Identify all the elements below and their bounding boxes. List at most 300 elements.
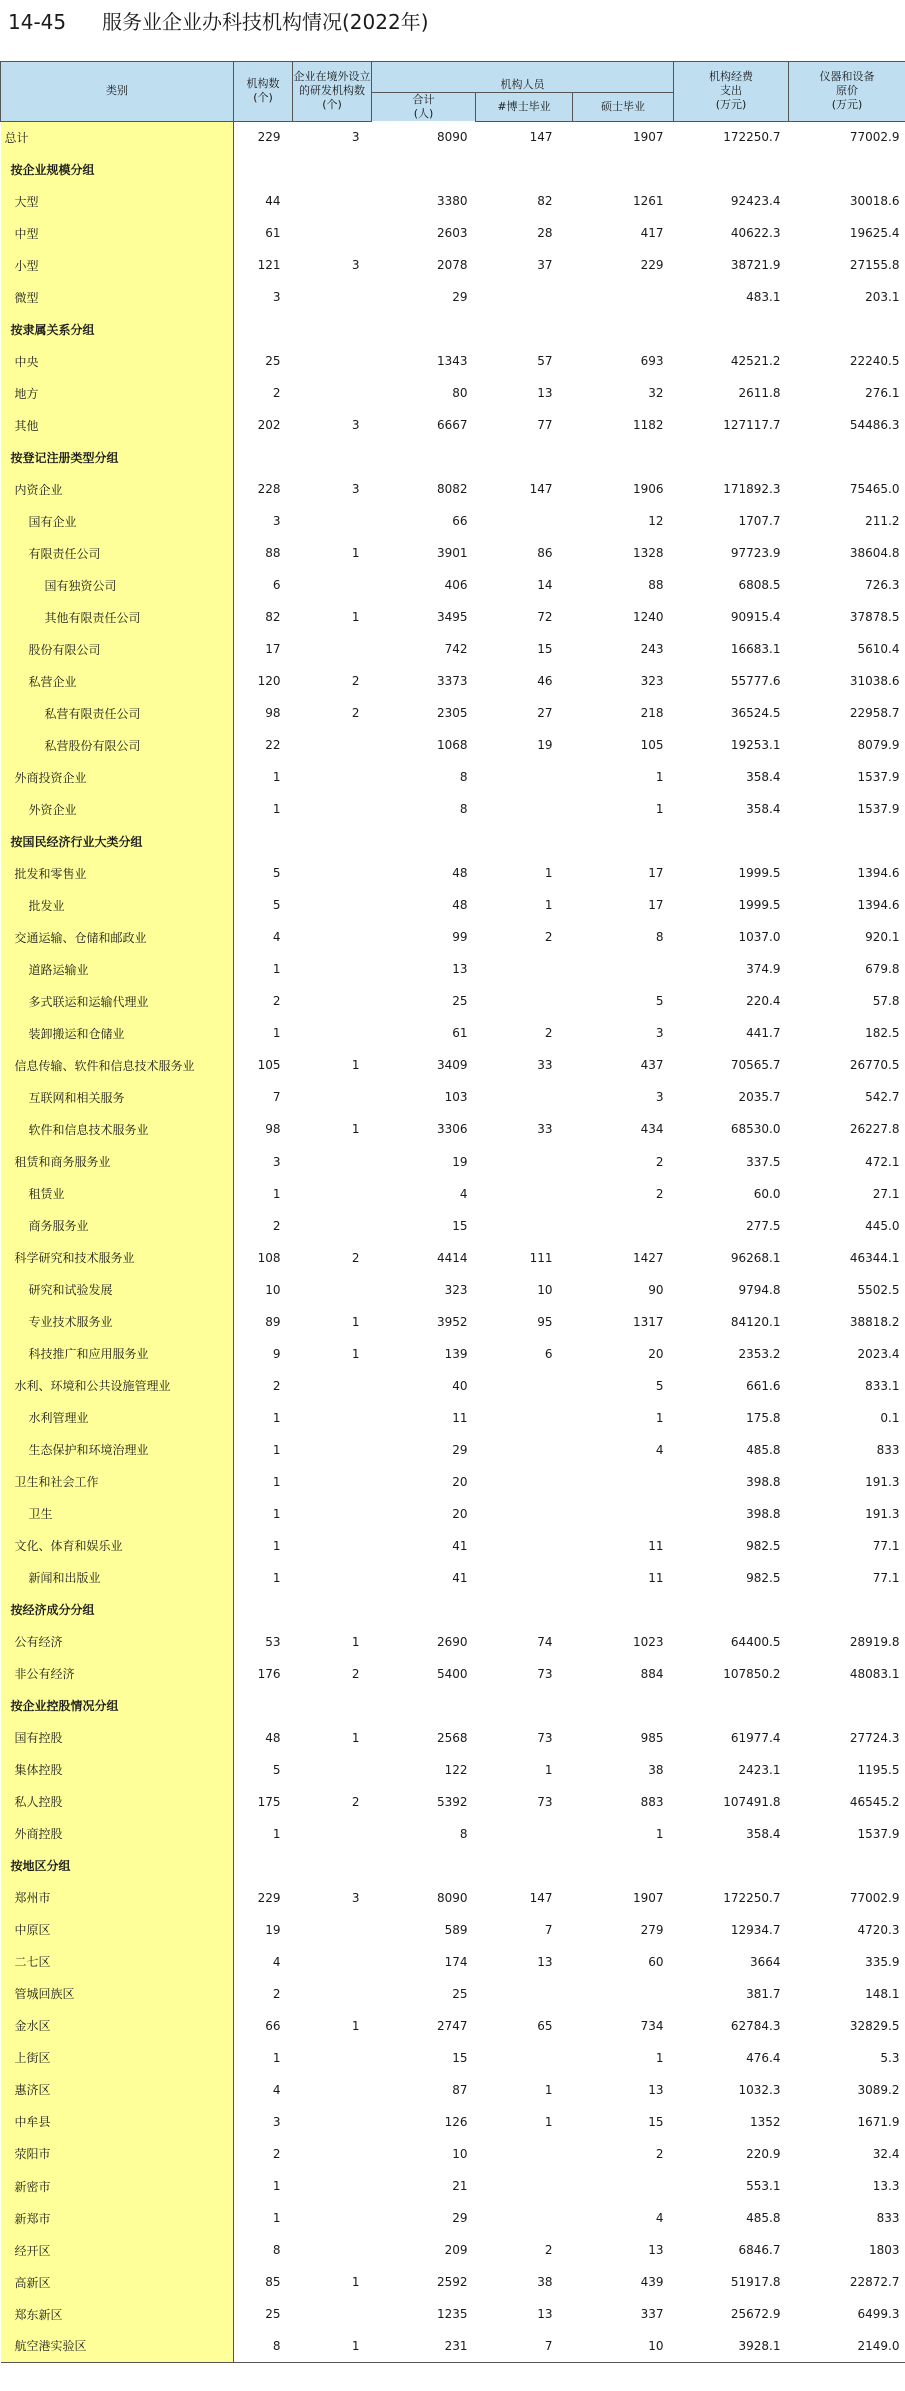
table-row xyxy=(1,281,905,313)
table-row xyxy=(1,1658,905,1690)
row-label xyxy=(1,1754,234,1786)
cell-expense: 68530.0 xyxy=(730,1122,781,1137)
cell-equipment: 920.1 xyxy=(865,930,900,945)
cell-master xyxy=(573,153,674,185)
row-label xyxy=(1,697,234,729)
cell-staff-total: 4 xyxy=(459,1186,468,1201)
cell-master: 693 xyxy=(640,354,664,369)
cell-equipment xyxy=(789,313,905,345)
table-row xyxy=(1,1017,905,1049)
row-label-text: 按地区分组 xyxy=(10,1859,71,1874)
section-heading xyxy=(1,441,234,473)
row-label xyxy=(1,2234,234,2266)
row-label-text: 股份有限公司 xyxy=(28,642,101,657)
cell-equipment xyxy=(789,825,905,857)
cell-staff-total: 40 xyxy=(452,1378,468,1393)
row-label-text: 国有独资公司 xyxy=(44,578,117,593)
cell-overseas-rd xyxy=(293,1690,372,1722)
cell-equipment xyxy=(789,153,905,185)
table-row xyxy=(1,2234,905,2266)
cell-equipment: 191.3 xyxy=(865,1474,900,1489)
cell-institutions: 1 xyxy=(272,802,281,817)
cell-equipment: 472.1 xyxy=(865,1154,900,1169)
cell-institutions: 2 xyxy=(272,1218,281,1233)
row-label xyxy=(1,2138,234,2170)
row-label-text: 按登记注册类型分组 xyxy=(10,450,119,465)
cell-institutions: 88 xyxy=(265,546,281,561)
cell-master: 1907 xyxy=(632,1890,664,1905)
row-label xyxy=(1,1081,234,1113)
cell-overseas-rd: 1 xyxy=(293,2330,372,2362)
cell-phd: 13 xyxy=(537,2307,553,2322)
table-row xyxy=(1,1146,905,1178)
cell-equipment: 77002.9 xyxy=(849,130,900,145)
cell-master: 2 xyxy=(655,1186,664,1201)
table-row xyxy=(1,1530,905,1562)
row-label-text: 私人控股 xyxy=(14,1795,63,1810)
cell-phd: 33 xyxy=(537,1058,553,1073)
row-label xyxy=(1,1210,234,1242)
row-label xyxy=(1,1434,234,1466)
cell-overseas-rd xyxy=(293,1946,372,1978)
row-label-text: 中型 xyxy=(14,226,39,241)
cell-overseas-rd xyxy=(293,1466,372,1498)
cell-phd: 77 xyxy=(537,418,553,433)
row-label-text: 科技推广和应用服务业 xyxy=(28,1347,149,1362)
cell-institutions: 1 xyxy=(272,1570,281,1585)
table-row xyxy=(1,1498,905,1530)
cell-overseas-rd: 3 xyxy=(351,418,360,433)
cell-phd xyxy=(476,1594,573,1626)
cell-staff-total: 8 xyxy=(459,802,468,817)
row-label-text: 中原区 xyxy=(14,1923,51,1938)
cell-staff-total: 231 xyxy=(372,2330,476,2362)
row-label-text: 信息传输、软件和信息技术服务业 xyxy=(14,1058,195,1073)
cell-equipment: 27155.8 xyxy=(849,258,900,273)
cell-institutions: 1 xyxy=(272,2211,281,2226)
cell-overseas-rd xyxy=(293,1402,372,1434)
cell-master: 90 xyxy=(648,1282,664,1297)
table-row xyxy=(1,2106,905,2138)
section-row xyxy=(1,825,905,857)
section-heading xyxy=(1,153,234,185)
cell-equipment: 1195.5 xyxy=(857,1762,900,1777)
cell-equipment: 48083.1 xyxy=(849,1666,900,1681)
cell-institutions: 5 xyxy=(272,898,281,913)
table-row xyxy=(1,249,905,281)
cell-expense: 172250.7 xyxy=(723,130,781,145)
cell-equipment: 1537.9 xyxy=(857,770,900,785)
row-label-text: 租赁业 xyxy=(28,1187,65,1202)
cell-phd xyxy=(476,761,573,793)
cell-staff-total: 3373 xyxy=(436,674,468,689)
cell-expense: 55777.6 xyxy=(730,674,781,689)
row-label-text: 互联网和相关服务 xyxy=(28,1090,125,1105)
row-label-text: 郑州市 xyxy=(14,1891,51,1906)
table-row xyxy=(1,793,905,825)
cell-overseas-rd xyxy=(293,2234,372,2266)
cell-institutions: 1 xyxy=(272,770,281,785)
cell-equipment: 1671.9 xyxy=(857,2114,900,2129)
table-row xyxy=(1,1434,905,1466)
cell-master: 434 xyxy=(640,1122,664,1137)
cell-phd xyxy=(476,1562,573,1594)
cell-master: 2 xyxy=(655,1154,664,1169)
cell-expense xyxy=(674,1594,789,1626)
row-label xyxy=(1,537,234,569)
row-label-text: 按企业规模分组 xyxy=(10,162,95,177)
cell-phd: 15 xyxy=(537,642,553,657)
cell-master: 1 xyxy=(655,802,664,817)
table-row xyxy=(1,2298,905,2330)
cell-phd xyxy=(476,1210,573,1242)
cell-master: 4 xyxy=(655,2211,664,2226)
table-row xyxy=(1,1178,905,1210)
row-label xyxy=(1,1626,234,1658)
cell-master: 883 xyxy=(640,1794,664,1809)
cell-overseas-rd xyxy=(293,1434,372,1466)
cell-staff-total: 20 xyxy=(452,1474,468,1489)
cell-master: 1907 xyxy=(632,130,664,145)
cell-staff-total xyxy=(372,1850,476,1882)
row-label-text: 惠济区 xyxy=(14,2083,51,2098)
cell-expense: 220.4 xyxy=(746,994,781,1009)
cell-staff-total: 8082 xyxy=(436,482,468,497)
row-label xyxy=(1,1882,234,1914)
cell-master xyxy=(573,825,674,857)
cell-institutions: 2 xyxy=(272,2146,281,2161)
row-label xyxy=(1,1498,234,1530)
row-label-text: 外商控股 xyxy=(14,1827,63,1842)
cell-expense: 70565.7 xyxy=(730,1058,781,1073)
cell-phd: 13 xyxy=(537,1954,553,1969)
row-label xyxy=(1,761,234,793)
cell-master: 417 xyxy=(640,226,664,241)
row-label xyxy=(1,1113,234,1145)
cell-master: 1 xyxy=(655,770,664,785)
row-label-text: 高新区 xyxy=(14,2275,51,2290)
table-row xyxy=(1,2010,905,2042)
cell-master xyxy=(573,441,674,473)
cell-expense: 51917.8 xyxy=(730,2275,781,2290)
cell-master: 17 xyxy=(648,898,664,913)
cell-expense: 61977.4 xyxy=(730,1730,781,1745)
cell-overseas-rd xyxy=(293,1146,372,1178)
section-heading xyxy=(1,825,234,857)
cell-equipment: 38604.8 xyxy=(849,546,900,561)
cell-overseas-rd xyxy=(293,2138,372,2170)
row-label-text: 卫生和社会工作 xyxy=(14,1475,99,1490)
table-row xyxy=(1,761,905,793)
cell-overseas-rd xyxy=(293,1081,372,1113)
cell-equipment: 22240.5 xyxy=(849,354,900,369)
cell-expense: 25672.9 xyxy=(730,2307,781,2322)
section-row xyxy=(1,153,905,185)
cell-expense: 12934.7 xyxy=(730,1922,781,1937)
cell-institutions: 3 xyxy=(272,514,281,529)
row-label-text: 水利、环境和公共设施管理业 xyxy=(14,1379,171,1394)
table-row xyxy=(1,1818,905,1850)
cell-phd: 1 xyxy=(544,866,553,881)
cell-overseas-rd xyxy=(293,2298,372,2330)
cell-master xyxy=(573,2170,674,2202)
row-label-text: 有限责任公司 xyxy=(28,546,101,561)
cell-institutions: 25 xyxy=(265,354,281,369)
row-label-text: 装卸搬运和仓储业 xyxy=(28,1026,125,1041)
table-row xyxy=(1,601,905,633)
cell-overseas-rd xyxy=(293,793,372,825)
table-row xyxy=(1,665,905,697)
row-label-text: 经开区 xyxy=(14,2243,51,2258)
row-label-text: 其他有限责任公司 xyxy=(44,610,141,625)
cell-expense: 3928.1 xyxy=(674,2330,789,2362)
cell-institutions: 82 xyxy=(265,610,281,625)
cell-expense: 358.4 xyxy=(746,802,781,817)
cell-equipment: 6499.3 xyxy=(857,2307,900,2322)
cell-overseas-rd xyxy=(293,1754,372,1786)
cell-overseas-rd xyxy=(293,633,372,665)
cell-equipment: 32.4 xyxy=(872,2146,900,2161)
table-row xyxy=(1,2138,905,2170)
cell-institutions: 2 xyxy=(272,1378,281,1393)
cell-institutions: 1 xyxy=(272,1506,281,1521)
table-row xyxy=(1,1946,905,1978)
cell-institutions: 98 xyxy=(265,1122,281,1137)
row-label xyxy=(1,1786,234,1818)
row-label xyxy=(1,249,234,281)
cell-institutions: 108 xyxy=(257,1250,281,1265)
header-phd: #博士毕业 xyxy=(476,93,573,122)
cell-staff-total: 48 xyxy=(452,866,468,881)
cell-expense: 97723.9 xyxy=(730,546,781,561)
cell-equipment: 31038.6 xyxy=(849,674,900,689)
section-heading xyxy=(1,313,234,345)
cell-phd: 147 xyxy=(529,482,553,497)
cell-overseas-rd xyxy=(293,2202,372,2234)
section-row xyxy=(1,1594,905,1626)
cell-staff-total: 99 xyxy=(452,930,468,945)
cell-institutions: 228 xyxy=(257,482,281,497)
cell-phd: 46 xyxy=(537,674,553,689)
row-label xyxy=(1,793,234,825)
row-label xyxy=(1,1242,234,1274)
cell-master: 2 xyxy=(655,2146,664,2161)
row-label xyxy=(1,1178,234,1210)
cell-institutions: 6 xyxy=(272,578,281,593)
cell-expense: 62784.3 xyxy=(730,2018,781,2033)
cell-overseas-rd: 2 xyxy=(351,1794,360,1809)
cell-institutions: 1 xyxy=(272,1186,281,1201)
table-title xyxy=(8,6,429,35)
cell-expense: 358.4 xyxy=(746,770,781,785)
row-label-text: 新郑市 xyxy=(14,2211,51,2226)
row-label xyxy=(1,665,234,697)
cell-overseas-rd xyxy=(293,761,372,793)
cell-overseas-rd: 2 xyxy=(351,706,360,721)
row-label xyxy=(1,633,234,665)
cell-equipment: 13.3 xyxy=(872,2179,900,2193)
cell-phd: 2 xyxy=(544,930,553,945)
cell-overseas-rd xyxy=(293,2106,372,2138)
cell-institutions: 8 xyxy=(234,2330,293,2362)
row-label xyxy=(1,2266,234,2298)
cell-master: 5 xyxy=(655,994,664,1009)
cell-phd: 6 xyxy=(544,1346,553,1361)
cell-expense xyxy=(674,153,789,185)
cell-master: 5 xyxy=(655,1378,664,1393)
row-label xyxy=(1,2106,234,2138)
row-label-text: 水利管理业 xyxy=(28,1411,89,1426)
cell-overseas-rd xyxy=(293,185,372,217)
cell-institutions xyxy=(234,825,293,857)
cell-staff-total: 61 xyxy=(452,1026,468,1041)
row-label-text: 郑东新区 xyxy=(14,2307,63,2322)
cell-institutions: 19 xyxy=(265,1922,281,1937)
cell-master: 439 xyxy=(640,2275,664,2290)
row-label-text: 卫生 xyxy=(28,1507,53,1522)
cell-staff-total: 8090 xyxy=(436,1890,468,1905)
row-label xyxy=(1,1274,234,1306)
cell-equipment xyxy=(789,1850,905,1882)
cell-expense: 553.1 xyxy=(746,2179,781,2193)
table-row xyxy=(1,505,905,537)
cell-staff-total: 139 xyxy=(444,1346,468,1361)
table-row xyxy=(1,857,905,889)
table-row xyxy=(1,1722,905,1754)
cell-phd: 7 xyxy=(544,1922,553,1937)
cell-institutions: 3 xyxy=(272,2114,281,2129)
cell-phd: 65 xyxy=(537,2018,553,2033)
cell-institutions: 98 xyxy=(265,706,281,721)
cell-staff-total: 5400 xyxy=(436,1666,468,1681)
cell-staff-total: 2690 xyxy=(436,1634,468,1649)
cell-overseas-rd xyxy=(293,313,372,345)
cell-equipment: 54486.3 xyxy=(849,418,900,433)
cell-staff-total: 8 xyxy=(459,770,468,785)
cell-expense: 1352 xyxy=(749,2114,781,2129)
row-label xyxy=(1,1562,234,1594)
table-body xyxy=(1,121,905,2362)
cell-expense: 485.8 xyxy=(746,1442,781,1457)
cell-staff-total: 122 xyxy=(444,1762,468,1777)
cell-staff-total: 41 xyxy=(452,1538,468,1553)
cell-expense: 9794.8 xyxy=(738,1282,781,1297)
cell-institutions: 66 xyxy=(265,2018,281,2033)
cell-master: 229 xyxy=(640,258,664,273)
cell-staff-total: 2747 xyxy=(436,2018,468,2033)
cell-overseas-rd: 2 xyxy=(351,1666,360,1681)
table-row xyxy=(1,1113,905,1145)
cell-staff-total: 10 xyxy=(452,2146,468,2161)
cell-master: 13 xyxy=(648,2082,664,2097)
cell-master: 12 xyxy=(648,514,664,529)
cell-expense: 16683.1 xyxy=(730,642,781,657)
cell-master: 1 xyxy=(655,1826,664,1841)
header-category: 类别 xyxy=(1,62,234,122)
cell-staff-total: 15 xyxy=(452,1218,468,1233)
row-label xyxy=(1,985,234,1017)
cell-master: 20 xyxy=(648,1346,664,1361)
row-label-text: 科学研究和技术服务业 xyxy=(14,1251,135,1266)
cell-phd xyxy=(476,1402,573,1434)
row-label xyxy=(1,1370,234,1402)
row-label-text: 商务服务业 xyxy=(28,1219,89,1234)
cell-equipment: 4720.3 xyxy=(857,1922,900,1937)
cell-overseas-rd xyxy=(293,569,372,601)
cell-staff-total: 48 xyxy=(452,898,468,913)
cell-institutions: 7 xyxy=(272,1090,281,1105)
cell-expense: 1999.5 xyxy=(738,866,781,881)
table-row xyxy=(1,1338,905,1370)
cell-overseas-rd xyxy=(293,985,372,1017)
cell-staff-total: 41 xyxy=(452,1570,468,1585)
cell-staff-total xyxy=(372,1690,476,1722)
cell-equipment: 27724.3 xyxy=(849,1730,900,1745)
cell-master xyxy=(573,1466,674,1498)
cell-equipment: 182.5 xyxy=(865,1026,900,1041)
row-label xyxy=(1,1818,234,1850)
table-row xyxy=(1,569,905,601)
cell-master: 38 xyxy=(648,1762,664,1777)
cell-phd: 57 xyxy=(537,354,553,369)
cell-staff-total: 29 xyxy=(452,2211,468,2226)
row-label xyxy=(1,2330,234,2362)
row-label-text: 生态保护和环境治理业 xyxy=(28,1443,149,1458)
row-label xyxy=(1,921,234,953)
cell-expense xyxy=(674,1690,789,1722)
cell-institutions: 3 xyxy=(272,1154,281,1169)
cell-master: 10 xyxy=(573,2330,674,2362)
row-label-text: 新密市 xyxy=(14,2179,51,2194)
cell-equipment: 833 xyxy=(876,1442,900,1457)
cell-institutions: 10 xyxy=(265,1282,281,1297)
cell-expense: 1032.3 xyxy=(738,2082,781,2097)
cell-equipment: 37878.5 xyxy=(849,610,900,625)
cell-master: 243 xyxy=(640,642,664,657)
cell-equipment: 1394.6 xyxy=(857,866,900,881)
cell-equipment: 335.9 xyxy=(865,1954,900,1969)
cell-overseas-rd: 1 xyxy=(351,1346,360,1361)
cell-staff-total: 2603 xyxy=(436,226,468,241)
cell-overseas-rd xyxy=(293,1530,372,1562)
cell-equipment: 22872.7 xyxy=(849,2275,900,2290)
cell-expense: 3664 xyxy=(749,1954,781,1969)
cell-equipment: 30018.6 xyxy=(849,194,900,209)
cell-equipment: 148.1 xyxy=(865,1986,900,2001)
row-label xyxy=(1,409,234,441)
cell-overseas-rd: 1 xyxy=(351,546,360,561)
row-label-text: 批发业 xyxy=(28,898,65,913)
cell-equipment: 2023.4 xyxy=(857,1346,900,1361)
cell-master: 985 xyxy=(640,1730,664,1745)
row-label xyxy=(1,1466,234,1498)
cell-institutions xyxy=(234,153,293,185)
cell-expense: 6846.7 xyxy=(738,2243,781,2258)
cell-equipment xyxy=(789,1594,905,1626)
table-row xyxy=(1,1210,905,1242)
cell-overseas-rd xyxy=(293,729,372,761)
section-heading xyxy=(1,1850,234,1882)
table-row xyxy=(1,1978,905,2010)
cell-phd xyxy=(476,793,573,825)
row-label-text: 按国民经济行业大类分组 xyxy=(10,834,143,849)
cell-phd: 19 xyxy=(537,738,553,753)
cell-overseas-rd xyxy=(293,1498,372,1530)
row-label-text: 管城回族区 xyxy=(14,1987,75,2002)
cell-staff-total: 103 xyxy=(444,1090,468,1105)
cell-expense: 358.4 xyxy=(746,1826,781,1841)
cell-master: 105 xyxy=(640,738,664,753)
